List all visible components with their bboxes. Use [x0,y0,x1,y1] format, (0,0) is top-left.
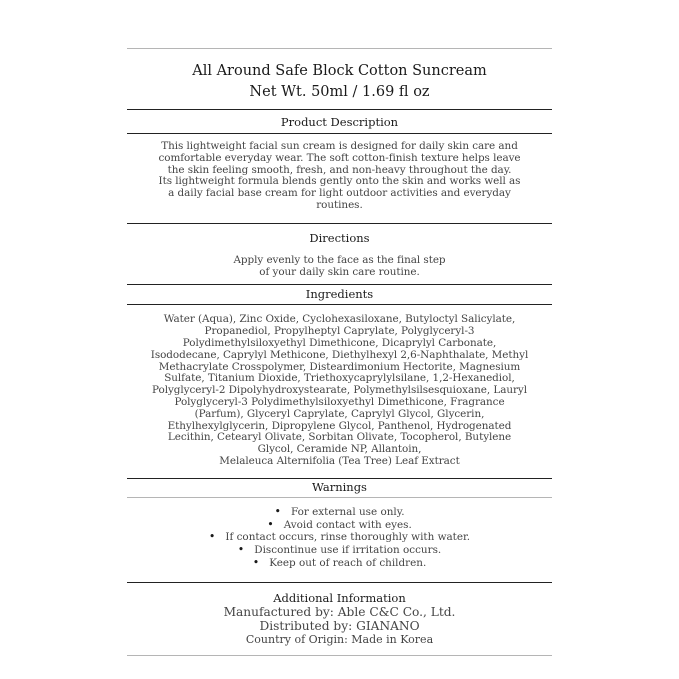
manufacturer-line: Manufactured by: Able C&C Co., Ltd. [223,604,456,619]
description-line: routines. [316,198,363,211]
divider-warnings [127,478,552,479]
warning-item [127,519,552,532]
warning-item [127,531,552,544]
divider-additional [127,582,552,583]
distributor-line: Distributed by: GIANANO [259,618,420,633]
warning-text: Avoid contact with eyes. [283,518,412,531]
ingredients-line: Propanediol, Propylheptyl Caprylate, Polyglyceryl-3 [204,325,475,338]
ingredients-line: Lecithin, Cetearyl Olivate, Sorbitan Olivate, Tocopherol, Butylene [167,431,512,444]
ingredients-line: Ethylhexylglycerin, Dipropylene Glycol, Panthenol, Hydrogenated [167,419,512,432]
description-text [127,141,552,212]
divider-directions [127,223,552,224]
additional-heading: Additional Information [273,590,406,605]
ingredients-heading: Ingredients [305,287,374,302]
ingredients-line: Water (Aqua), Zinc Oxide, Cyclohexasiloxane, Butyloctyl Salicylate, [163,313,516,326]
warning-text: If contact occurs, rinse thoroughly with water. [225,531,471,544]
description-heading-underline [127,133,552,134]
ingredients-line: Melaleuca Alternifolia (Tea Tree) Leaf Extract [219,454,460,467]
divider-ingredients [127,284,552,285]
bullet-icon: • [267,517,274,531]
warnings-heading: Warnings [312,479,367,494]
ingredients-heading-underline [127,304,552,305]
warning-item [127,557,552,570]
description-line: a daily facial base cream for light outdoor activities and everyday [168,187,511,200]
warning-text: Discontinue use if irritation occurs. [254,544,442,557]
product-title-block [127,61,552,103]
bullet-icon: • [274,504,281,518]
bullet-icon: • [237,543,245,557]
description-line: Its lightweight formula blends gently onto the skin and works well as [158,175,521,188]
ingredients-line: Methacrylate Crosspolymer, Disteardimonium Hectorite, Magnesium [158,360,521,373]
warning-text: For external use only. [290,505,405,518]
ingredients-text [127,314,552,467]
product-name: All Around Safe Block Cotton Suncream [192,63,487,79]
warning-item [127,506,552,519]
top-divider [127,48,552,49]
directions-line: of your daily skin care routine. [259,265,420,278]
description-line: comfortable everyday wear. The soft cotton-finish texture helps leave [158,151,521,164]
ingredients-line: Polyglyceryl-3 Polydimethylsiloxyethyl Dimethicone, Fragrance [174,395,505,408]
bottom-divider [127,655,552,656]
directions-heading: Directions [309,230,370,245]
directions-line: Apply evenly to the face as the final step [233,253,446,266]
origin-line: Country of Origin: Made in Korea [245,632,434,646]
directions-text [127,255,552,279]
description-line: This lightweight facial sun cream is designed for daily skin care and [161,140,518,152]
net-weight: Net Wt. 50ml / 1.69 fl oz [249,84,430,100]
ingredients-line: Polydimethylsiloxyethyl Dimethicone, Dicaprylyl Carbonate, [182,336,497,349]
ingredients-line: Sulfate, Titanium Dioxide, Triethoxycaprylylsilane, 1,2-Hexanediol, [164,372,515,385]
warnings-list [127,506,552,570]
ingredients-line: (Parfum), Glyceryl Caprylate, Caprylyl Glycol, Glycerin, [194,407,485,420]
ingredients-line: Polyglyceryl-2 Dipolyhydroxystearate, Polymethylsilsesquioxane, Lauryl [151,384,528,397]
divider-description [127,109,552,110]
ingredients-line: Glycol, Ceramide NP, Allantoin, [257,443,422,456]
bullet-icon: • [252,555,260,569]
ingredients-line: Isododecane, Caprylyl Methicone, Diethylhexyl 2,6-Naphthalate, Methyl [150,348,529,361]
warning-item [127,544,552,557]
description-heading: Product Description [280,115,399,129]
warnings-heading-underline [127,497,552,498]
description-line: the skin feeling smooth, fresh, and non-heavy throughout the day. [167,163,512,176]
bullet-icon: • [208,530,216,544]
product-info-sheet [127,48,552,656]
warning-text: Keep out of reach of children. [269,556,427,569]
